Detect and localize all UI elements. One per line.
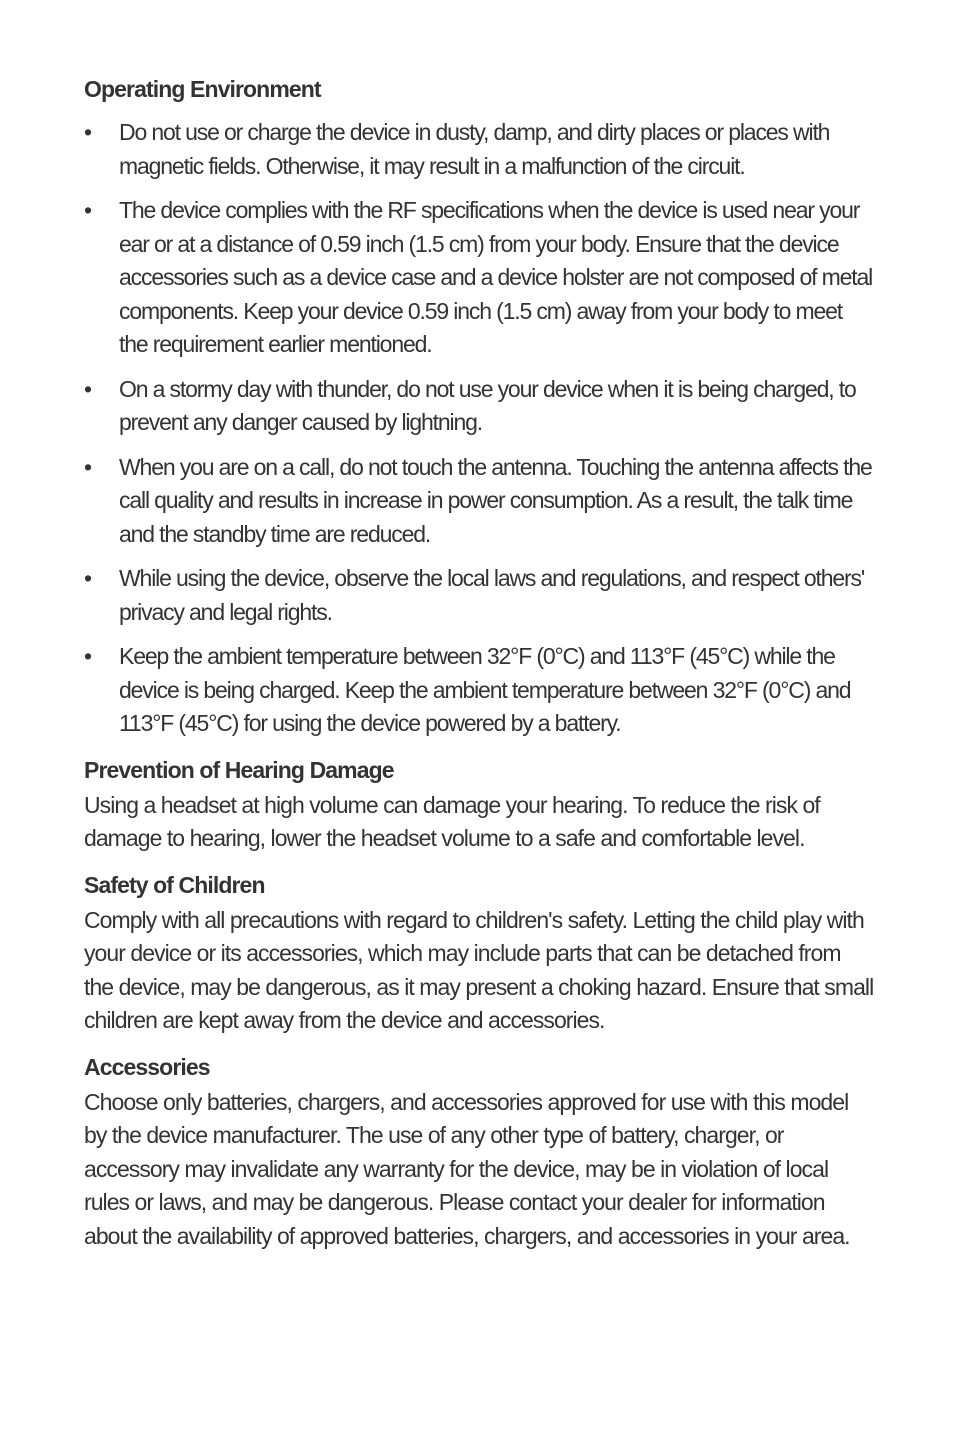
list-item (84, 451, 874, 552)
bullet-icon: • (84, 643, 91, 669)
list-item (84, 562, 874, 629)
bullet-icon: • (84, 197, 91, 223)
bullet-icon: • (84, 453, 91, 480)
list-item (84, 640, 874, 741)
operating-environment-heading: Operating Environment (84, 76, 321, 102)
list-item-text: On a stormy day with thunder, do not use your device when it is being charged, to prevent any danger caused by lightning. (119, 375, 856, 435)
accessories-heading: Accessories (84, 1053, 210, 1080)
list-item (84, 373, 874, 440)
children-safety-heading: Safety of Children (84, 871, 265, 898)
hearing-damage-paragraph: Using a headset at high volume can damage your hearing. To reduce the risk of damage to hearing, lower the headset volume to a safe and comfortable level. (84, 791, 820, 851)
bullet-icon: • (84, 565, 91, 591)
children-safety-paragraph: Comply with all precautions with regard to children's safety. Letting the child play with your device or its accessories, which may include parts that can be detached from the device, may be dangerous, as it may present a choking hazard. Ensure that small children are kept away from the device and accessories. (84, 906, 874, 1033)
list-item-text: When you are on a call, do not touch the antenna. Touching the antenna affects the call quality and results in increase in power consumption. As a result, the talk time and the standby time are reduced. (119, 453, 872, 547)
list-item-text: The device complies with the RF specifications when the device is used near your ear or at a distance of 0.59 inch (1.5 cm) from your body. Ensure that the device accessories such as a device case and a device holster are not composed of metal components. Keep your device 0.59 inch (1.5 cm) away from your body to meet the requirement earlier mentioned. (119, 197, 873, 357)
document-page (84, 72, 874, 1253)
bullet-icon: • (84, 119, 91, 145)
list-item-text: While using the device, observe the local laws and regulations, and respect others' privacy and legal rights. (119, 565, 865, 625)
list-item-text: Do not use or charge the device in dusty, damp, and dirty places or places with magnetic fields. Otherwise, it may result in a malfunction of the circuit. (119, 119, 830, 179)
list-item-text: Keep the ambient temperature between 32°F (0°C) and 113°F (45°C) while the device is being charged. Keep the ambient temperature between 32°F (0°C) and 113°F (45°C) for using the device powered by a battery. (119, 643, 851, 736)
accessories-paragraph: Choose only batteries, chargers, and accessories approved for use with this model by the device manufacturer. The use of any other type of battery, charger, or accessory may invalidate any warranty for the device, may be in violation of local rules or laws, and may be dangerous. Please contact your dealer for information about the availability of approved batteries, chargers, and accessories in your area. (84, 1088, 850, 1249)
list-item (84, 116, 874, 183)
list-item (84, 194, 874, 362)
bullet-icon: • (84, 375, 91, 402)
hearing-damage-heading: Prevention of Hearing Damage (84, 756, 394, 783)
operating-environment-list (84, 116, 874, 741)
